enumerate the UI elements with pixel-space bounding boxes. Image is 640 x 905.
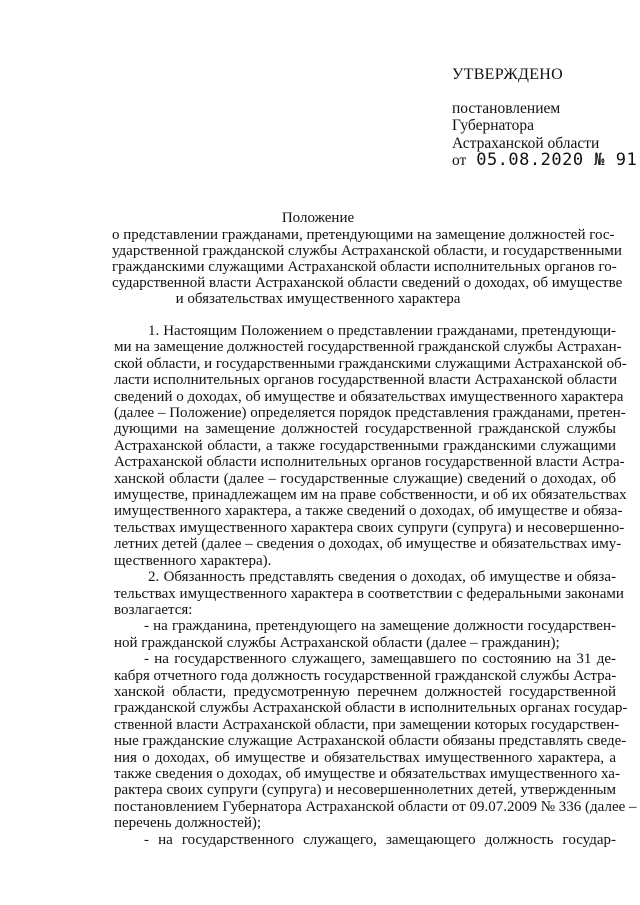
approval-date-line	[452, 150, 638, 170]
body-line: ственной власти Астраханской области, при замещении которых государствен-	[114, 716, 620, 733]
body-line: ми на замещение должностей государственной гражданской службы Астрахан-	[114, 339, 622, 356]
body-line: Астраханской области исполнительных органов государственной власти Астра-	[114, 454, 625, 471]
body-line: также сведения о доходах, об имуществе и обязательствах имущественного ха-	[114, 765, 620, 782]
body-line: Астраханской области, а также государственными гражданскими служащими	[114, 437, 616, 454]
body-line: - на гражданина, претендующего на замещение должности государствен-	[144, 618, 616, 635]
body-line: постановлением Губернатора Астраханской области от 09.07.2009 № 336 (далее –	[114, 798, 637, 815]
title-heading: Положение	[281, 210, 355, 226]
body-line: возлагается:	[114, 601, 193, 618]
body-line: кабря отчетного года должность государственной гражданской службы Астра-	[114, 667, 617, 684]
body-line: летних детей (далее – сведения о доходах, об имуществе и обязательствах иму-	[114, 536, 622, 553]
approval-line: Астраханской области	[452, 134, 600, 152]
approval-line: постановлением	[452, 99, 561, 117]
approval-line: Губернатора	[452, 117, 534, 134]
body-line: 1. Настоящим Положением о представлении гражданами, претендующи-	[148, 323, 616, 339]
document-title	[112, 210, 623, 307]
body-line: - на государственного служащего, замещавшего по состоянию на 31 де-	[144, 651, 616, 668]
body-line: ной гражданской службы Астраханской области (далее – гражданин);	[114, 634, 560, 651]
document-body	[114, 323, 637, 848]
body-line: (далее – Положение) определяется порядок представления гражданами, претен-	[114, 405, 626, 422]
title-line: сударственной власти Астраханской области сведений о доходах, об имуществе	[112, 275, 623, 291]
body-line: сведений о доходах, об имуществе и обязательствах имущественного характера	[114, 388, 624, 405]
body-line: щественного характера).	[114, 552, 272, 569]
approval-block	[452, 66, 638, 170]
title-line: и обязательствах имущественного характера	[175, 291, 461, 307]
title-line: о представлении гражданами, претендующими на замещение должностей гос-	[112, 227, 615, 243]
body-line: перечень должностей);	[114, 815, 262, 832]
date-prefix: от	[452, 152, 467, 169]
body-line: имуществе, принадлежащем им на праве собственности, и об их обязательствах	[114, 487, 627, 504]
body-line: ханской области, предусмотренную перечнем должностей государственной	[114, 683, 616, 700]
handwritten-date-number: 05.08.2020 № 91	[476, 150, 638, 170]
body-line: ской области, и государственными гражданскими служащими Астраханской об-	[114, 355, 627, 372]
body-line: рактера своих супруги (супруга) и несовершеннолетних детей, утвержденным	[114, 782, 616, 799]
body-line: ласти исполнительных органов государственной власти Астраханской области	[114, 372, 618, 389]
title-line: гражданскими служащими Астраханской области исполнительных органов го-	[112, 259, 617, 275]
approval-heading: УТВЕРЖДЕНО	[452, 66, 564, 83]
body-line: - на государственного служащего, замещающего должность государ-	[144, 831, 616, 848]
body-line: ханской области (далее – государственные служащие) сведений о доходах, об	[114, 470, 616, 487]
body-line: 2. Обязанность представлять сведения о доходах, об имуществе и обяза-	[148, 569, 616, 586]
body-line: имущественного характера, а также сведений о доходах, об имуществе и обяза-	[114, 503, 623, 520]
body-line: тельствах имущественного характера своих супруги (супруга) и несовершенно-	[114, 519, 625, 536]
body-line: ния о доходах, об имуществе и обязательствах имущественного характера, а	[114, 749, 616, 766]
body-line: тельствах имущественного характера в соответствии с федеральными законами	[114, 585, 624, 602]
body-line: ные гражданские служащие Астраханской области обязаны представлять сведе-	[114, 733, 627, 750]
title-line: ударственной гражданской службы Астраханской области, и государственными	[112, 243, 622, 259]
body-line: дующими на замещение должностей государственной гражданской службы	[114, 421, 616, 438]
body-line: гражданской службы Астраханской области в исполнительных органах государ-	[114, 700, 628, 717]
